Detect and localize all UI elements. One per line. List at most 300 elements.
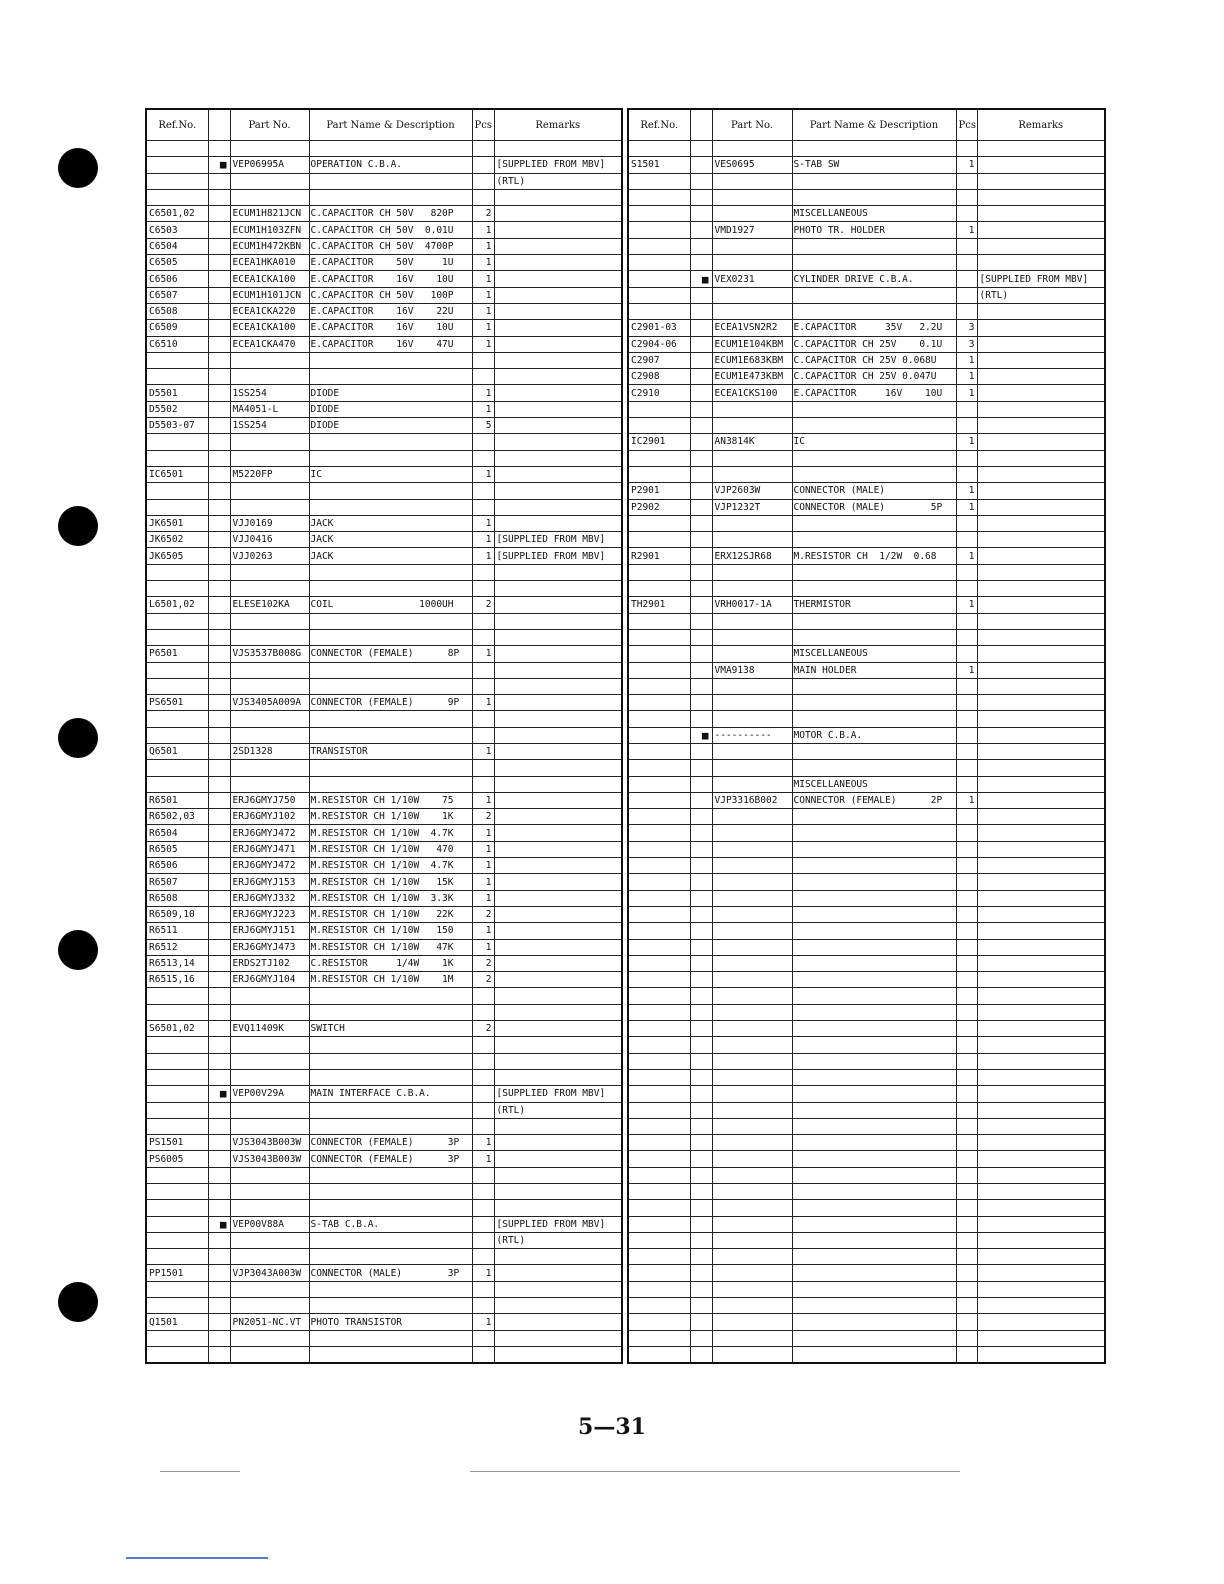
pcs-cell [956, 173, 977, 189]
pcs-cell [956, 727, 977, 743]
table-row [628, 1053, 1105, 1069]
remarks-cell [494, 483, 622, 499]
pcs-cell: 1 [472, 695, 494, 711]
description-cell: M.RESISTOR CH 1/10W 1K [309, 809, 472, 825]
header-mark [690, 109, 712, 141]
remarks-cell [977, 515, 1105, 531]
table-row [146, 206, 622, 222]
remarks-cell [977, 450, 1105, 466]
remarks-cell [494, 564, 622, 580]
pcs-cell [956, 189, 977, 205]
mark-cell: ■ [690, 727, 712, 743]
mark-cell [208, 825, 230, 841]
ref-cell [628, 890, 690, 906]
remarks-cell [494, 466, 622, 482]
part-no-cell: ERX12SJR68 [712, 548, 792, 564]
remarks-cell [977, 336, 1105, 352]
ref-cell [628, 466, 690, 482]
mark-cell [690, 1265, 712, 1281]
description-cell [792, 858, 956, 874]
mark-cell [208, 1021, 230, 1037]
description-cell [792, 255, 956, 271]
description-cell [792, 1167, 956, 1183]
part-no-cell [230, 1069, 309, 1085]
table-row [146, 1314, 622, 1330]
mark-cell [208, 548, 230, 564]
table-row [628, 238, 1105, 254]
mark-cell [690, 988, 712, 1004]
pcs-cell: 1 [472, 646, 494, 662]
ref-cell: R6508 [146, 890, 208, 906]
remarks-cell [494, 858, 622, 874]
mark-cell [690, 629, 712, 645]
mark-cell [690, 483, 712, 499]
pcs-cell: 1 [472, 1151, 494, 1167]
description-cell [792, 1021, 956, 1037]
description-cell [792, 1069, 956, 1085]
mark-cell [690, 1281, 712, 1297]
remarks-cell [494, 1167, 622, 1183]
mark-cell [208, 776, 230, 792]
remarks-cell: (RTL) [494, 173, 622, 189]
table-row [628, 1037, 1105, 1053]
part-no-cell [712, 841, 792, 857]
mark-cell [690, 776, 712, 792]
mark-cell [690, 222, 712, 238]
table-row [146, 157, 622, 173]
remarks-cell [977, 825, 1105, 841]
part-no-cell: ECEA1CKA220 [230, 303, 309, 319]
ref-cell [628, 1004, 690, 1020]
table-row [628, 972, 1105, 988]
description-cell [792, 401, 956, 417]
part-no-cell [230, 141, 309, 157]
pcs-cell [956, 1118, 977, 1134]
table-row [628, 1135, 1105, 1151]
part-no-cell [712, 646, 792, 662]
mark-cell [208, 1135, 230, 1151]
ref-cell [628, 727, 690, 743]
mark-cell [690, 955, 712, 971]
ref-cell: C2907 [628, 352, 690, 368]
pcs-cell [956, 858, 977, 874]
ref-cell [146, 189, 208, 205]
table-row [146, 499, 622, 515]
remarks-cell: (RTL) [494, 1232, 622, 1248]
mark-cell [208, 369, 230, 385]
ref-cell [628, 874, 690, 890]
description-cell [309, 499, 472, 515]
description-cell: M.RESISTOR CH 1/10W 4.7K [309, 825, 472, 841]
description-cell [309, 1069, 472, 1085]
mark-cell [690, 320, 712, 336]
description-cell [309, 1298, 472, 1314]
ref-cell [628, 1249, 690, 1265]
description-cell [309, 727, 472, 743]
mark-cell [690, 1216, 712, 1232]
ref-cell [628, 646, 690, 662]
pcs-cell [956, 874, 977, 890]
header-part-name: Part Name & Description [792, 109, 956, 141]
part-no-cell [712, 564, 792, 580]
ref-cell [628, 206, 690, 222]
part-no-cell [712, 695, 792, 711]
description-cell: CONNECTOR (FEMALE) 8P [309, 646, 472, 662]
header-mark [208, 109, 230, 141]
table-row [146, 385, 622, 401]
part-no-cell [712, 1330, 792, 1346]
part-no-cell [230, 450, 309, 466]
part-no-cell [230, 1184, 309, 1200]
ref-cell: C6504 [146, 238, 208, 254]
part-no-cell [230, 1053, 309, 1069]
mark-cell [690, 1004, 712, 1020]
pcs-cell [956, 988, 977, 1004]
ref-cell [628, 1021, 690, 1037]
pcs-cell [956, 401, 977, 417]
pcs-cell [956, 776, 977, 792]
mark-cell [690, 564, 712, 580]
ref-cell: R6513,14 [146, 955, 208, 971]
description-cell [309, 662, 472, 678]
pcs-cell [956, 238, 977, 254]
table-row [146, 988, 622, 1004]
table-row [146, 955, 622, 971]
remarks-cell [494, 646, 622, 662]
pcs-cell: 2 [472, 972, 494, 988]
description-cell: MOTOR C.B.A. [792, 727, 956, 743]
pcs-cell [956, 1232, 977, 1248]
part-no-cell [712, 1314, 792, 1330]
ref-cell [628, 1298, 690, 1314]
table-row [146, 564, 622, 580]
pcs-cell [956, 141, 977, 157]
table-row [146, 760, 622, 776]
mark-cell [208, 1069, 230, 1085]
description-cell: E.CAPACITOR 16V 10U [309, 320, 472, 336]
description-cell [309, 613, 472, 629]
description-cell: TRANSISTOR [309, 743, 472, 759]
mark-cell [208, 727, 230, 743]
part-no-cell [230, 1200, 309, 1216]
mark-cell [690, 1069, 712, 1085]
part-no-cell [230, 1167, 309, 1183]
part-no-cell [712, 401, 792, 417]
part-no-cell: ECUM1H101JCN [230, 287, 309, 303]
ref-cell [146, 988, 208, 1004]
ref-cell [628, 1135, 690, 1151]
table-row [146, 1102, 622, 1118]
mark-cell [208, 483, 230, 499]
pcs-cell: 5 [472, 418, 494, 434]
table-row [628, 695, 1105, 711]
mark-cell [208, 955, 230, 971]
description-cell [792, 1346, 956, 1363]
description-cell: M.RESISTOR CH 1/10W 1M [309, 972, 472, 988]
description-cell [309, 564, 472, 580]
mark-cell [208, 1314, 230, 1330]
mark-cell [690, 255, 712, 271]
description-cell [792, 1298, 956, 1314]
pcs-cell [472, 1086, 494, 1102]
table-row [146, 1216, 622, 1232]
pcs-cell [472, 352, 494, 368]
remarks-cell [494, 662, 622, 678]
mark-cell [208, 1249, 230, 1265]
pcs-cell [472, 1118, 494, 1134]
mark-cell [208, 238, 230, 254]
page-number: 5—31 [578, 1414, 646, 1440]
part-no-cell [230, 1037, 309, 1053]
ref-cell [628, 743, 690, 759]
remarks-cell [977, 662, 1105, 678]
table-row [628, 890, 1105, 906]
pcs-cell [956, 1053, 977, 1069]
description-cell [792, 629, 956, 645]
ref-cell: C6509 [146, 320, 208, 336]
ref-cell [146, 450, 208, 466]
ref-cell [146, 1346, 208, 1363]
remarks-cell [494, 1200, 622, 1216]
remarks-cell [494, 238, 622, 254]
header-part-name: Part Name & Description [309, 109, 472, 141]
table-row [628, 776, 1105, 792]
part-no-cell [712, 1281, 792, 1297]
pcs-cell [472, 1167, 494, 1183]
remarks-cell [494, 401, 622, 417]
remarks-cell [977, 1004, 1105, 1020]
ref-cell: P6501 [146, 646, 208, 662]
table-row [628, 923, 1105, 939]
description-cell: M.RESISTOR CH 1/10W 150 [309, 923, 472, 939]
remarks-cell [977, 499, 1105, 515]
description-cell [309, 369, 472, 385]
ref-cell [146, 1004, 208, 1020]
description-cell: CYLINDER DRIVE C.B.A. [792, 271, 956, 287]
remarks-cell [977, 1151, 1105, 1167]
ref-cell [146, 141, 208, 157]
remarks-cell [977, 173, 1105, 189]
ref-cell [628, 776, 690, 792]
description-cell: C.CAPACITOR CH 25V 0.068U [792, 352, 956, 368]
description-cell [792, 1004, 956, 1020]
ref-cell: C2908 [628, 369, 690, 385]
mark-cell [208, 385, 230, 401]
table-row [628, 711, 1105, 727]
pcs-cell [956, 972, 977, 988]
remarks-cell [977, 1232, 1105, 1248]
ref-cell: P2902 [628, 499, 690, 515]
description-cell [792, 1330, 956, 1346]
part-no-cell [712, 1021, 792, 1037]
description-cell [792, 613, 956, 629]
remarks-cell [977, 1346, 1105, 1363]
pcs-cell [956, 1086, 977, 1102]
part-no-cell: ECUM1H821JCN [230, 206, 309, 222]
ref-cell [146, 613, 208, 629]
pcs-cell [956, 629, 977, 645]
part-no-cell: ECUM1H103ZFN [230, 222, 309, 238]
table-row [628, 809, 1105, 825]
table-row [628, 1151, 1105, 1167]
part-no-cell [712, 906, 792, 922]
part-no-cell [230, 711, 309, 727]
pcs-cell: 1 [956, 157, 977, 173]
table-row [146, 483, 622, 499]
header-ref-no: Ref.No. [628, 109, 690, 141]
ref-cell [628, 1053, 690, 1069]
pcs-cell [956, 418, 977, 434]
mark-cell [690, 646, 712, 662]
description-cell [309, 1281, 472, 1297]
part-no-cell [712, 466, 792, 482]
mark-cell [208, 1118, 230, 1134]
description-cell [792, 972, 956, 988]
ref-cell [628, 238, 690, 254]
table-row [628, 320, 1105, 336]
pcs-cell [472, 157, 494, 173]
mark-cell [690, 173, 712, 189]
description-cell [309, 189, 472, 205]
header-remarks: Remarks [977, 109, 1105, 141]
mark-cell [208, 255, 230, 271]
description-cell: MISCELLANEOUS [792, 646, 956, 662]
ref-cell [628, 629, 690, 645]
pcs-cell: 2 [472, 1021, 494, 1037]
table-row [628, 792, 1105, 808]
pcs-cell [956, 564, 977, 580]
ref-cell [628, 515, 690, 531]
ref-cell [628, 1118, 690, 1134]
pcs-cell [472, 629, 494, 645]
part-no-cell [230, 988, 309, 1004]
table-row [146, 450, 622, 466]
part-no-cell: ERJ6GMYJ153 [230, 874, 309, 890]
table-row [628, 532, 1105, 548]
description-cell: DIODE [309, 418, 472, 434]
part-no-cell: ERJ6GMYJ102 [230, 809, 309, 825]
description-cell [792, 1232, 956, 1248]
table-row [146, 613, 622, 629]
pcs-cell [472, 1232, 494, 1248]
table-row [628, 939, 1105, 955]
pcs-cell [472, 369, 494, 385]
remarks-cell [977, 727, 1105, 743]
description-cell: MAIN HOLDER [792, 662, 956, 678]
ref-cell [146, 662, 208, 678]
description-cell: E.CAPACITOR 16V 10U [309, 271, 472, 287]
table-row [628, 1314, 1105, 1330]
ref-cell [628, 1216, 690, 1232]
remarks-cell [977, 352, 1105, 368]
description-cell [792, 939, 956, 955]
remarks-cell [977, 629, 1105, 645]
remarks-cell [977, 955, 1105, 971]
description-cell [309, 1184, 472, 1200]
table-row [146, 1004, 622, 1020]
part-no-cell [712, 255, 792, 271]
pcs-cell: 1 [472, 923, 494, 939]
ref-cell: R6506 [146, 858, 208, 874]
ref-cell [146, 678, 208, 694]
ref-cell: R6515,16 [146, 972, 208, 988]
table-row [146, 1249, 622, 1265]
part-no-cell [712, 515, 792, 531]
ref-cell [628, 1314, 690, 1330]
part-no-cell [230, 1102, 309, 1118]
remarks-cell [494, 776, 622, 792]
mark-cell [208, 695, 230, 711]
ref-cell: S1501 [628, 157, 690, 173]
table-row [146, 255, 622, 271]
pcs-cell [956, 711, 977, 727]
part-no-cell [712, 1118, 792, 1134]
pcs-cell [956, 1151, 977, 1167]
ref-cell [628, 906, 690, 922]
pcs-cell: 1 [956, 352, 977, 368]
pcs-cell [956, 1200, 977, 1216]
remarks-cell [977, 760, 1105, 776]
remarks-cell [977, 385, 1105, 401]
ref-cell [628, 418, 690, 434]
ref-cell [628, 760, 690, 776]
remarks-cell [977, 532, 1105, 548]
table-row [628, 255, 1105, 271]
part-no-cell [230, 173, 309, 189]
mark-cell [208, 874, 230, 890]
remarks-cell [977, 1086, 1105, 1102]
ref-cell [146, 1232, 208, 1248]
description-cell: M.RESISTOR CH 1/10W 470 [309, 841, 472, 857]
part-no-cell [712, 972, 792, 988]
part-no-cell [712, 1184, 792, 1200]
remarks-cell [494, 418, 622, 434]
description-cell [792, 809, 956, 825]
description-cell: C.CAPACITOR CH 25V 0.1U [792, 336, 956, 352]
part-no-cell [230, 581, 309, 597]
part-no-cell: VES0695 [712, 157, 792, 173]
pcs-cell [472, 760, 494, 776]
mark-cell [690, 890, 712, 906]
mark-cell [690, 418, 712, 434]
mark-cell [208, 646, 230, 662]
ref-cell [146, 1069, 208, 1085]
part-no-cell [712, 1086, 792, 1102]
ref-cell [628, 988, 690, 1004]
part-no-cell: ECEA1HKA010 [230, 255, 309, 271]
description-cell [792, 1102, 956, 1118]
mark-cell [690, 1249, 712, 1265]
header-remarks: Remarks [494, 109, 622, 141]
mark-cell [208, 1053, 230, 1069]
description-cell: E.CAPACITOR 16V 10U [792, 385, 956, 401]
description-cell [792, 890, 956, 906]
part-no-cell [712, 141, 792, 157]
ref-cell [146, 581, 208, 597]
pcs-cell: 1 [472, 841, 494, 857]
table-row [146, 646, 622, 662]
pcs-cell [956, 1135, 977, 1151]
pcs-cell: 1 [472, 271, 494, 287]
table-row [146, 809, 622, 825]
ref-cell [628, 1281, 690, 1297]
pcs-cell [956, 1184, 977, 1200]
mark-cell [690, 206, 712, 222]
pcs-cell [956, 1281, 977, 1297]
part-no-cell: VJS3537B008G [230, 646, 309, 662]
parts-table-left [145, 108, 623, 1364]
mark-cell [690, 401, 712, 417]
